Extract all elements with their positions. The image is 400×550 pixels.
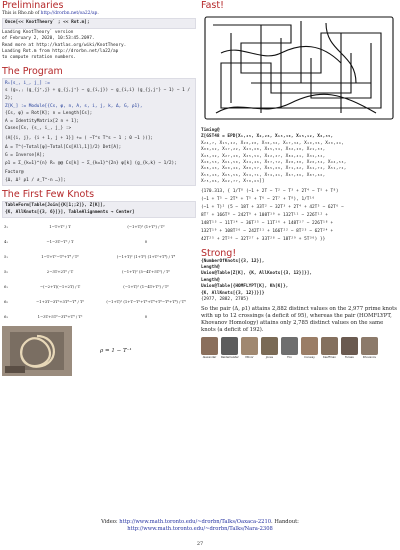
knot-name: 4₁ (4, 239, 8, 245)
knot-name: 5₂ (4, 269, 8, 275)
z-command-line: Z[GST48 = EPD[X₁,₂₅, X₂,₂₆, X₁₃,₄₀, X₁₅,₁₂, X₆,₃₅, (201, 134, 334, 140)
timing-cmd: Timing@ (201, 128, 220, 133)
load-output (2, 30, 196, 62)
result-line: (−1 + T⁵ − 2T⁴ + T⁵ + T⁶ − 2T⁷ + T⁸), 1/T¹⁶ (201, 196, 315, 202)
table-row (2, 309, 196, 324)
portrait (361, 337, 378, 359)
cmd-line: {K, AllKnots[{3, 6}]}], TableAlignments → Center] (5, 209, 135, 215)
video-link[interactable]: http://www.math.toronto.edu/~drorbn/Talks/Oaxaca-2210 (119, 519, 272, 525)
code-line: Factor@ (5, 170, 24, 176)
knots-table (2, 219, 196, 324)
code-line: G = Inverse[A]; (5, 152, 45, 158)
right-column (201, 0, 398, 359)
portrait (261, 337, 278, 359)
fast-heading: Fast! (201, 0, 224, 11)
rho-cell: (−1+T)² (5−4T+5T²) / T² (122, 269, 170, 275)
result-line: 8T⁷ + 166T⁸ − 242T⁹ + 108T¹⁰ + 132T¹¹ − 226T¹² + (201, 212, 328, 218)
alexander-cell: −1+3T−3T²+3T³−T⁴ / T² (35, 299, 84, 305)
result-line: {170.313, { 1/T⁸ (−1 + 2T − T² − T³ + 2T⁴ − T⁵ + T⁸) (201, 188, 339, 194)
program-code-cell[interactable] (2, 78, 196, 187)
timing-output (201, 188, 398, 244)
rho-cell: 0 (144, 239, 148, 245)
portrait-photo (321, 337, 338, 355)
table-row (2, 294, 196, 309)
handout-link[interactable]: http://www.math.toronto.edu/~drorbn/Talks/Nara-2308 (127, 526, 273, 532)
portrait-name: Kauffman (323, 354, 336, 359)
portrait (341, 337, 358, 359)
code-line: {Δ, Δ² ρ1 / ∂_T^-n …}]; (5, 177, 66, 183)
x-line: X₂₄,₇, X₁₅,₂₂, X₂₀,₂₈, X₃₀,₃₂, X₁₇,₃₄, X₁₉,₃₆, X₂₀,₄₄, (201, 140, 344, 146)
x-line: X₅₃,₄₃, X₆₅,₅₆, X₅₄,₇₁, X₇₄,₄₁, X₆₇,₃₆, X₈₇,₆₆, (201, 172, 326, 178)
tableform-input-cell[interactable] (2, 201, 196, 218)
portrait (281, 337, 298, 359)
alexander-cell: 1−3T+5T²−3T³+T⁴ / T² (37, 314, 83, 320)
code-line: ρ1 = Σ_{k=1}^{n} R₁ @@ Cs⟦k⟧ − Σ_{k=1}^{2n} φ⟦k⟧ (g_{k,k} − 1/2); (5, 161, 177, 167)
portrait-name: Turaev (345, 354, 354, 359)
load-input-cell[interactable]: Once[<< KnotTheory` ; << Rot.m]; (2, 18, 196, 28)
strong-paragraph: So the pair (Δ, ρ1) attains 2,882 distinct values on the 2,977 prime knots with up to 12 crossings (a deficit of 95), whereas the pair (HOMFLYPT, Khovanov Homology) attains only 2,785 distinct values on the same knots (a deficit of 192). (201, 305, 397, 333)
code-line: Z[K_] := Module[{Cs, φ, n, A, s, i, j, k, Δ, G, ρ1}, (5, 103, 143, 109)
rho-cell: (−1+T)² (1+T−T²+T³+T⁴+T⁵−T⁶+T⁸) / T⁴ (106, 299, 186, 305)
table-row (2, 279, 196, 294)
x-line: X₈₀,₆₂, X₁₇,₂₂, X₄₃,₆₈, X₂₅,₅₄, X₃₂,₂₈, X₂₁,₃₃, (201, 147, 326, 153)
alexander-cell: 1−T+T²−T³+T⁴ / T² (41, 254, 79, 260)
portrait (221, 337, 238, 359)
first-few-knots-heading: The First Few Knots (2, 189, 95, 201)
x-line: X₄₀,₅₃, X₆₁,₅₀, X₂₄,₄₆, X₅₇,₇₂, X₂₈,₃₈, X₂₀,₅₄, X₄₄,₅₃, (201, 160, 347, 166)
knot-name: 6₁ (4, 284, 8, 290)
portrait (201, 337, 218, 359)
rho-cell: (−1+T)² (1+T²) / T² (127, 224, 165, 230)
cmd-line: Length@ (201, 277, 220, 283)
table-row (2, 234, 196, 249)
result-line: 132T¹⁹ + 108T²⁰ − 242T²¹ + 166T²² − 8T²³ − 62T²⁴ + (201, 228, 334, 234)
portrait-name: Khovanov (362, 354, 377, 359)
x-line: X₆₈,₄₃, X₆₀,₄₄, X₈₀,₅₇, X₆₅,₆₉, X₇₁,₆₂, X₆₁,₇₂, X₅₁,₇₂, (201, 166, 347, 172)
load-line: of February 2, 2020, 10:53:45.2097. (2, 36, 95, 42)
table-row (2, 249, 196, 264)
rho-caption: ρ = 1 − T⁻¹ (100, 348, 132, 355)
knot-name: 6₃ (4, 314, 8, 320)
cmd-line: TableForm[Table[Join[{K⟦1;;2⟧}, Z[K]], (5, 203, 106, 209)
trefoil-figure (2, 326, 196, 376)
knot-name: 6₂ (4, 299, 8, 305)
portrait-photo (201, 337, 218, 355)
knot-name: 3₁ (4, 224, 8, 230)
cmd-line: Union@Table[{HOMFLYPT[K], Kh[K]}, (201, 284, 289, 290)
table-row (2, 219, 196, 234)
portrait-name: Milnor (245, 354, 254, 359)
result-line: 42T²⁵ + 2T²⁶ − 32T²⁷ + 33T²⁸ − 18T²⁹ + 5T³⁰) }} (201, 236, 326, 242)
rho-cell: (−1+T)² (1+T²) (1+T²+T⁴) / T⁴ (116, 254, 176, 260)
page-number: 27 (196, 541, 204, 547)
trefoil-photo (2, 326, 72, 376)
portrait-name: Reidemeister (221, 354, 239, 359)
handout-prefix: . Handout: (271, 519, 299, 525)
preliminaries-intro (2, 11, 196, 17)
portrait-photo (221, 337, 238, 355)
x-line: X₇₅,₈₆, X₆₂,₇₇, X₇₈,₆₃]] (201, 179, 265, 185)
strong-input-cell[interactable] (201, 259, 398, 297)
cmd-line: Union@Table[Z[K], {K, AllKnots[{3, 12}]}], (201, 271, 313, 277)
portrait-photo (281, 337, 298, 355)
portrait-photo (301, 337, 318, 355)
intro-prefix: This is Rho.nb of (2, 11, 41, 16)
code-line: {Cs, φ} = Rot[K]; n = Length[Cs]; (5, 111, 93, 117)
load-line: Loading KnotTheory` version (2, 29, 74, 35)
cmd-line: {K, AllKnots[{3, 12}]}]} (201, 290, 265, 296)
timing-cell[interactable] (201, 128, 398, 186)
code-line: s (g₁,ⱼ (g_{j⁺,j} + g_{j,j⁺} − g_{i,j}) − g_{i,i} (g_{j,j⁺} − 1) − 1 / 2); (5, 88, 191, 102)
portrait-photo (241, 337, 258, 355)
portrait-name: Alexander (202, 354, 217, 359)
x-line: X₄₅,₃₂, X₂₇,₄₀, X₂₅,₅₄, X₂₂,₂₇, X₈₄,₄₁, X₃₁,₅₂, (201, 153, 326, 159)
video-prefix: Video: (101, 519, 120, 525)
rho-notebook-link[interactable]: http://drorbn.net/oa22/ap (40, 11, 98, 16)
load-line: Loading Rot.m from http://drorbn.net/la22/ap (2, 49, 119, 55)
portrait-name: Conway (304, 354, 315, 359)
code-line: Δ = T^(−Total[φ]−Total[Cs⟦All,1⟧]/2) Det[A]; (5, 145, 122, 150)
result-line: 148T¹³ − 11T¹⁴ − 36T¹⁵ − 11T¹⁶ + 148T¹⁷ − 226T¹⁸ + (201, 220, 334, 226)
strong-heading: Strong! (201, 247, 237, 259)
portrait-name: Jones (265, 354, 274, 359)
alexander-cell: 2−3T+2T² / T (46, 269, 74, 275)
rho-cell: 0 (144, 314, 148, 320)
portrait-row (201, 337, 398, 359)
intro-suffix: . (97, 11, 99, 16)
code-line: A = IdentityMatrix[2 n + 1]; (5, 118, 80, 124)
load-line: Read more at http://katlas.org/wiki/KnotTheory. (2, 42, 127, 48)
portrait (301, 337, 318, 359)
footer-line-2 (0, 526, 400, 533)
program-heading: The Program (2, 65, 63, 77)
knot-diagram (201, 13, 397, 125)
cmd-line: {NumberOfKnots[{3, 12}], (201, 258, 265, 264)
alexander-cell: 1−T+T² / T (49, 224, 71, 230)
portrait-name: Fox (287, 354, 292, 359)
portrait-photo (261, 337, 278, 355)
code-line: Cases[Cs, {s_, i_, j_} :> (5, 126, 72, 132)
code-line: (A⟦{i, j}, {i + 1, j + 1}⟧ += ( −T^s T^s − 1 ; 0 −1 ))]; (5, 136, 154, 141)
footer (0, 519, 400, 533)
portrait (321, 337, 338, 359)
code-line: R₁[s_, i_, j_] := (5, 80, 50, 86)
load-line: to compute rotation numbers. (2, 55, 77, 61)
alexander-cell: −1−3T−T² / T (46, 239, 74, 245)
knot-name: 5₁ (4, 254, 8, 260)
strong-output: {2977, 2882, 2785} (201, 297, 249, 303)
alexander-cell: −(−2+T)(−1+2T) / T (39, 284, 81, 290)
table-row (2, 264, 196, 279)
preliminaries-heading: Preliminaries (2, 0, 64, 11)
cmd-line: Length@ (201, 265, 220, 271)
left-column (2, 0, 196, 376)
footer-line-1 (0, 519, 400, 526)
rho-cell: (−1+T)² (1−4T+T²) / T² (123, 284, 169, 290)
portrait-photo (341, 337, 358, 355)
portrait (241, 337, 258, 359)
portrait-photo (361, 337, 378, 355)
result-line: (−1 + T)² (5 − 18T + 33T² − 32T³ + 2T⁴ + 42T⁵ − 62T⁶ − (201, 204, 344, 210)
